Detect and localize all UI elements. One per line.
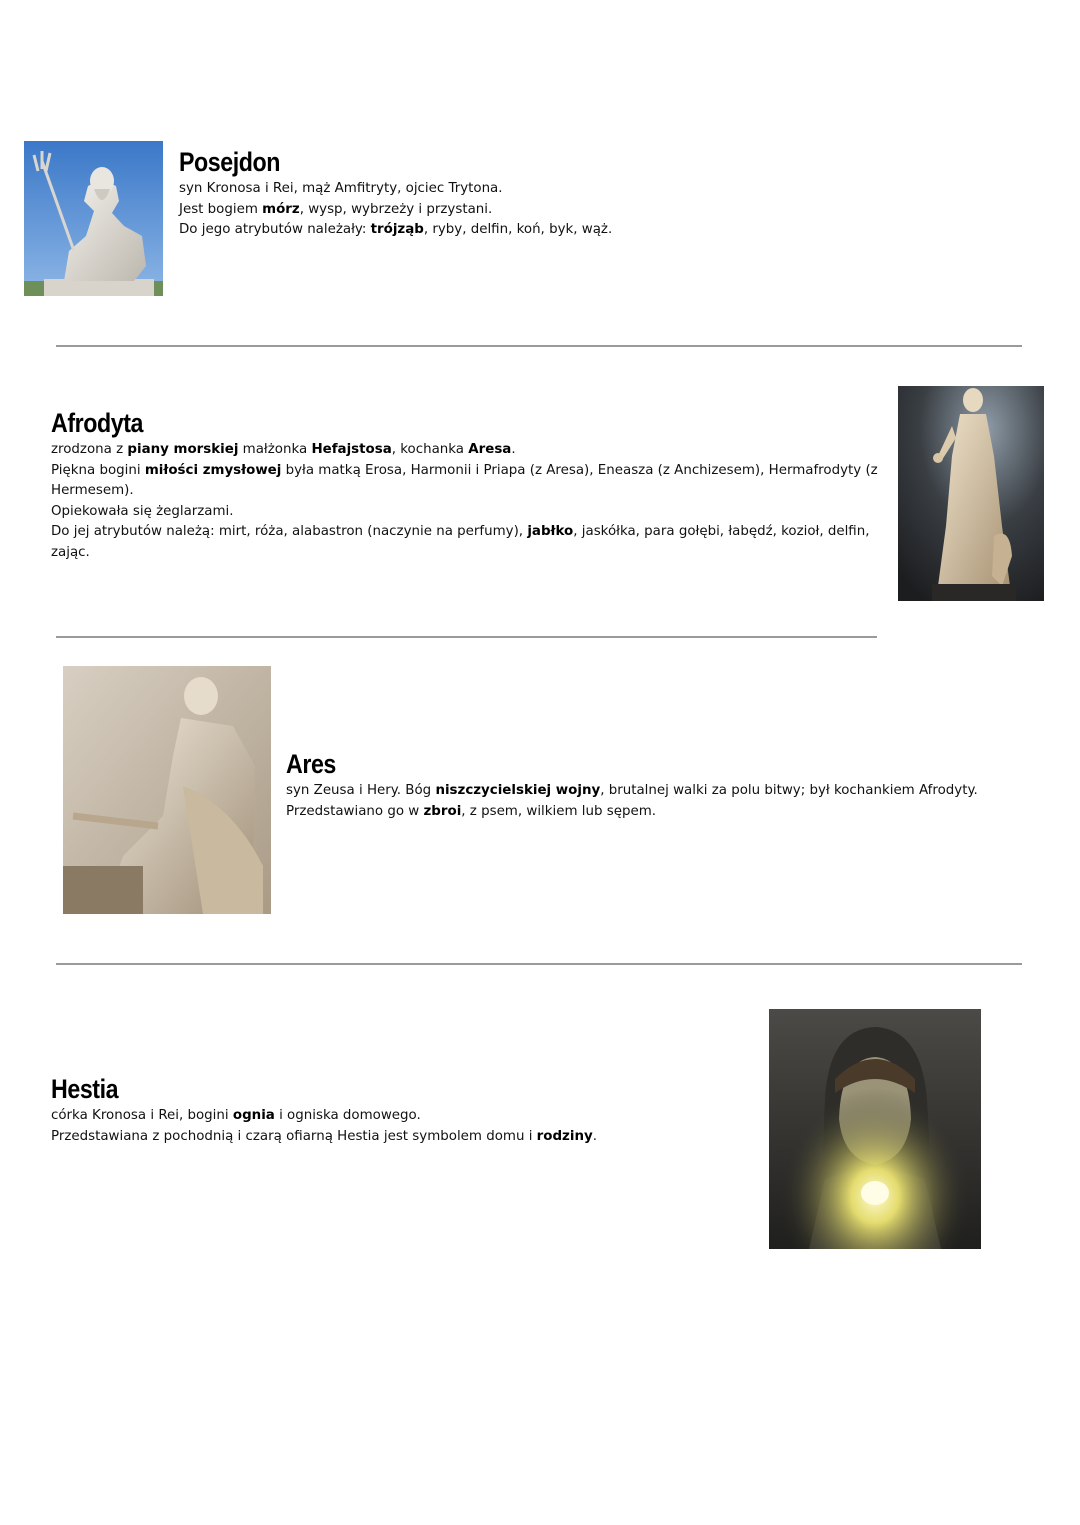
section-body [179, 179, 939, 241]
bold-text: ognia [232, 1108, 275, 1123]
section-title: Hestia [51, 1074, 119, 1104]
bold-text: miłości zmysłowej [144, 462, 282, 478]
body-line [286, 802, 1046, 823]
body-line [51, 522, 881, 543]
text-run: zając. [51, 544, 90, 560]
text-run: syn Kronosa i Rei, mąż Amfitryty, ojciec Trytona. [179, 181, 503, 196]
body-line [51, 461, 881, 482]
section-title: Ares [286, 749, 336, 779]
bold-text: mórz [262, 201, 300, 217]
text-run: zrodzona z [51, 442, 128, 457]
text-run: Do jego atrybutów należały: [179, 222, 371, 237]
section-title: Afrodyta [51, 408, 144, 438]
text-run: i ogniska domowego. [274, 1108, 421, 1123]
bold-text: Aresa [468, 442, 512, 457]
text-run: małżonka [238, 442, 312, 457]
section-body [51, 440, 881, 563]
text-run: , ryby, delfin, koń, byk, wąż. [423, 222, 613, 237]
body-line [286, 781, 1046, 802]
text-run: syn Zeusa i Hery. Bóg [286, 783, 436, 798]
body-line [179, 200, 939, 221]
text-run: . [511, 442, 516, 457]
section-body [286, 781, 1046, 822]
bold-text: jabłko [527, 524, 574, 539]
body-line [179, 179, 939, 200]
text-run: Opiekowała się żeglarzami. [51, 503, 234, 519]
divider [56, 345, 1022, 347]
body-line [51, 502, 881, 523]
body-line [179, 220, 939, 241]
divider [56, 636, 877, 638]
text-run: Do jej atrybutów należą: mirt, róża, alabastron (naczynie na perfumy), [51, 524, 528, 539]
text-run: , wysp, wybrzeży i przystani. [299, 201, 493, 217]
body-line [51, 481, 881, 502]
bold-text: rodziny [536, 1128, 593, 1144]
bold-text: piany morskiej [127, 442, 239, 457]
text-run: , jaskółka, para gołębi, łabędź, kozioł, delfin, [573, 524, 870, 539]
text-run: Piękna bogini [51, 462, 145, 478]
text-run: , z psem, wilkiem lub sępem. [461, 803, 656, 819]
bold-text: niszczycielskiej wojny [435, 783, 601, 798]
text-run: . [592, 1128, 597, 1144]
text-run: , kochanka [391, 442, 469, 457]
body-line [51, 1106, 751, 1127]
bold-text: Hefajstosa [311, 442, 392, 457]
text-run: Hermesem). [51, 483, 134, 498]
text-run: , brutalnej walki za polu bitwy; był kochankiem Afrodyty. [600, 783, 978, 798]
hestia-image [769, 1009, 981, 1249]
body-line [51, 543, 881, 564]
bold-text: zbroi [423, 803, 462, 819]
body-line [51, 1127, 751, 1148]
divider [56, 963, 1022, 965]
bold-text: trójząb [370, 222, 424, 237]
text-run: była matką Erosa, Harmonii i Priapa (z Aresa), Eneasza (z Anchizesem), Hermafrodyty (z [281, 462, 878, 478]
text-run: Jest bogiem [179, 201, 263, 217]
section-title: Posejdon [179, 147, 281, 177]
text-run: Przedstawiano go w [286, 803, 424, 819]
afrodyta-image [898, 386, 1044, 601]
section-body [51, 1106, 751, 1147]
ares-image [63, 666, 271, 914]
body-line [51, 440, 881, 461]
posejdon-image [24, 141, 163, 296]
text-run: Przedstawiana z pochodnią i czarą ofiarną Hestia jest symbolem domu i [51, 1128, 537, 1144]
text-run: córka Kronosa i Rei, bogini [51, 1108, 233, 1123]
